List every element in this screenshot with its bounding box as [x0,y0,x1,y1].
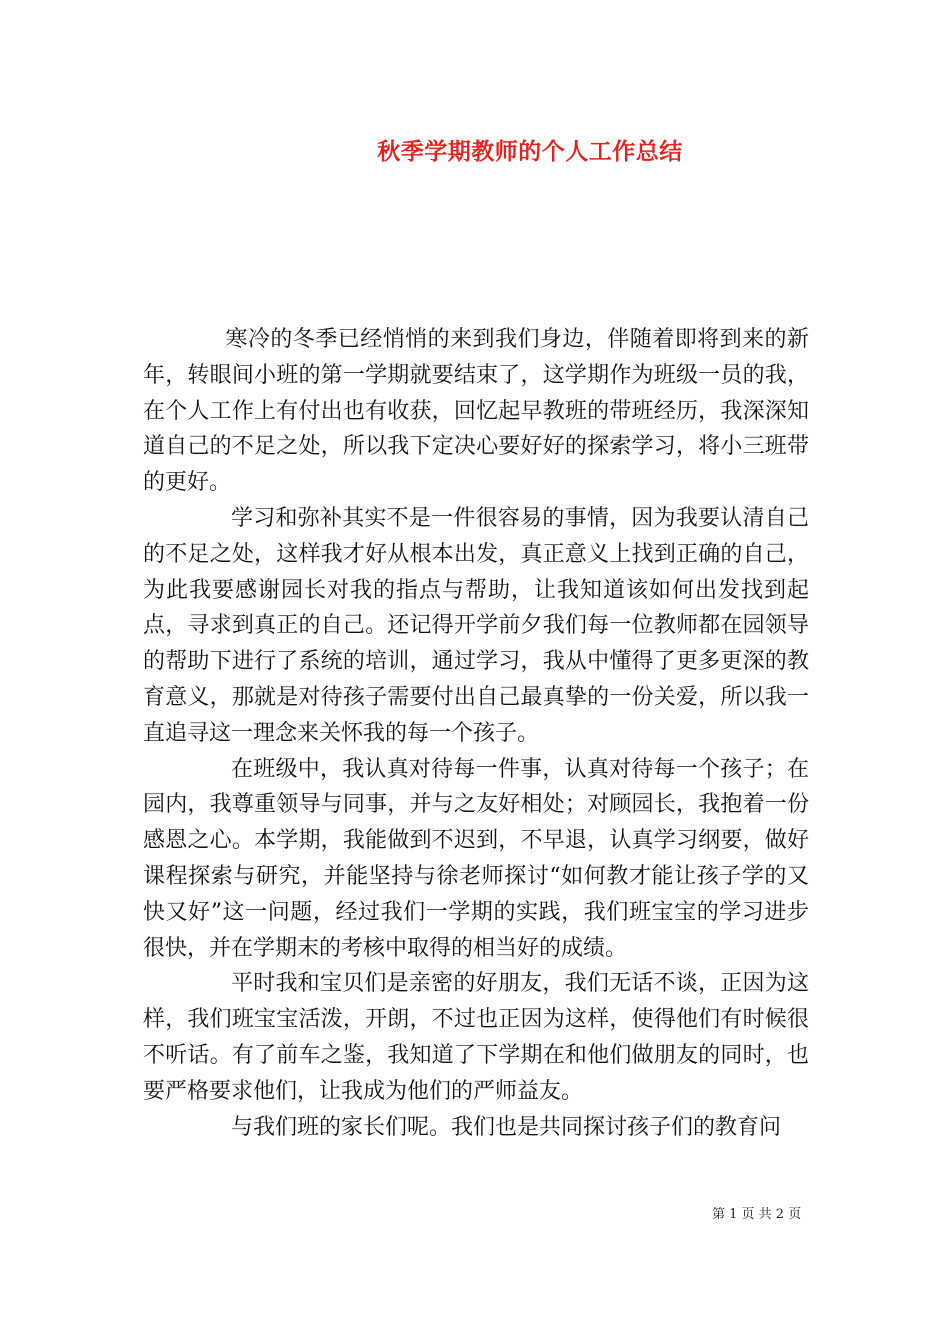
paragraph-2: 学习和弥补其实不是一件很容易的事情，因为我要认清自己的不足之处，这样我才好从根本出发，真正意义上找到正确的自己，为此我要感谢园长对我的指点与帮助，让我知道该如何出发找到起点，寻求到真正的自己。还记得开学前夕我们每一位教师都在园领导的帮助下进行了系统的培训，通过学习，我从中懂得了更多更深的教育意义，那就是对待孩子需要付出自己最真挚的一份关爱，所以我一直追寻这一理念来关怀我的每一个孩子。 [143,505,809,746]
document-body [143,322,809,1145]
paragraph-1: 寒冷的冬季已经悄悄的来到我们身边，伴随着即将到来的新年，转眼间小班的第一学期就要结束了，这学期作为班级一员的我，在个人工作上有付出也有收获，回忆起早教班的带班经历，我深深知道自己的不足之处，所以我下定决心要好好的探索学习，将小三班带的更好。 [143,327,809,496]
page-footer: 第 1 页 共 2 页 [712,1207,802,1222]
paragraph-4: 平时我和宝贝们是亲密的好朋友，我们无话不谈，正因为这样，我们班宝宝活泼，开朗，不过也正因为这样，使得他们有时候很不听话。有了前车之鉴，我知道了下学期在和他们做朋友的同时，也要严格要求他们，让我成为他们的严师益友。 [143,971,809,1104]
paragraph-3: 在班级中，我认真对待每一件事，认真对待每一个孩子；在园内，我尊重领导与同事，并与之友好相处；对顾园长，我抱着一份感恩之心。本学期，我能做到不迟到，不早退，认真学习纲要，做好课程探索与研究，并能坚持与徐老师探讨“如何教才能让孩子学的又快又好”这一问题，经过我们一学期的实践，我们班宝宝的学习进步很快，并在学期末的考核中取得的相当好的成绩。 [143,756,809,961]
paragraph-5: 与我们班的家长们呢。我们也是共同探讨孩子们的教育问 [231,1114,782,1140]
document-title: 秋季学期教师的个人工作总结 [377,138,683,165]
